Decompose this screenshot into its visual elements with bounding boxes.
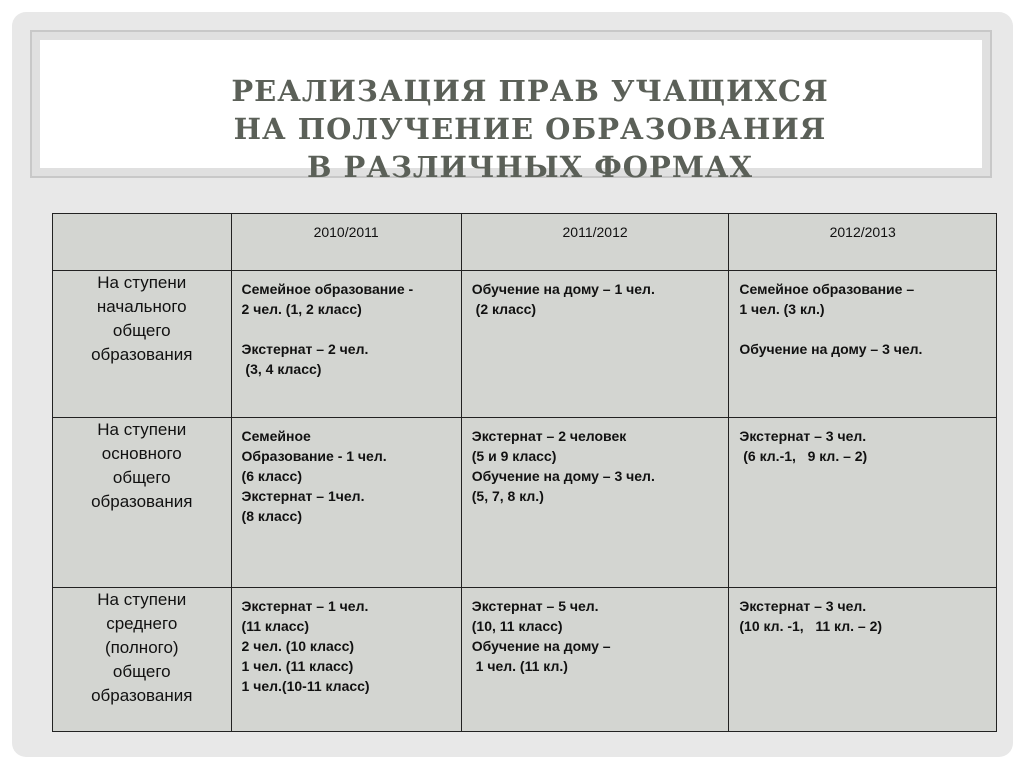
cell-basic-2011-2012 <box>461 418 729 588</box>
cell-line: 2 чел. (10 класс) <box>241 638 355 654</box>
cell-primary-2012-2013 <box>729 271 997 418</box>
row-label-line: На ступени <box>97 590 187 609</box>
cell-line: (10 кл. -1, 11 кл. – 2) <box>739 618 883 634</box>
title-line-1: РЕАЛИЗАЦИЯ ПРАВ УЧАЩИХСЯ <box>231 74 829 108</box>
cell-line: Образование - 1 чел. <box>241 448 387 464</box>
slide-title <box>2 72 1024 186</box>
title-line-2: НА ПОЛУЧЕНИЕ ОБРАЗОВАНИЯ <box>233 112 827 146</box>
row-label-line: образования <box>91 492 193 511</box>
cell-primary-2011-2012 <box>461 271 729 418</box>
header-year-2011-2012: 2011/2012 <box>461 214 729 271</box>
row-label-line: На ступени <box>97 273 187 292</box>
cell-line: 1 чел. (3 кл.) <box>739 301 825 317</box>
cell-secondary-2010-2011 <box>231 588 461 732</box>
cell-line: Экстернат – 3 чел. <box>739 598 867 614</box>
cell-line: (5, 7, 8 кл.) <box>471 488 544 504</box>
header-corner-cell <box>53 214 232 271</box>
row-label-line: среднего <box>106 614 178 633</box>
cell-line: Экстернат – 2 человек <box>471 428 627 444</box>
cell-line: (3, 4 класс) <box>241 361 322 377</box>
row-label-line: начального <box>96 297 187 316</box>
cell-line: Экстернат – 3 чел. <box>739 428 867 444</box>
table-header-row <box>53 214 997 271</box>
row-label-secondary <box>53 588 232 732</box>
row-label-line: образования <box>91 345 193 364</box>
cell-basic-2012-2013 <box>729 418 997 588</box>
cell-line: Экстернат – 2 чел. <box>241 341 369 357</box>
cell-line: Семейное образование - <box>241 281 414 297</box>
row-label-basic <box>53 418 232 588</box>
row-label-line: общего <box>112 321 171 340</box>
row-label-line: основного <box>101 444 182 463</box>
cell-line: (2 класс) <box>471 301 537 317</box>
row-label-line: общего <box>112 662 171 681</box>
cell-line: 1 чел.(10-11 класс) <box>241 678 370 694</box>
cell-line: Обучение на дому – 3 чел. <box>471 468 655 484</box>
cell-line: (6 кл.-1, 9 кл. – 2) <box>739 448 868 464</box>
cell-line: Семейное образование – <box>739 281 915 297</box>
title-box <box>30 30 992 184</box>
cell-line <box>242 319 451 339</box>
cell-line: Обучение на дому – 3 чел. <box>739 341 923 357</box>
cell-basic-2010-2011 <box>231 418 461 588</box>
education-forms-table <box>52 213 997 732</box>
row-label-line: образования <box>91 686 193 705</box>
cell-line: Экстернат – 5 чел. <box>471 598 599 614</box>
cell-secondary-2011-2012 <box>461 588 729 732</box>
cell-line: Экстернат – 1 чел. <box>241 598 369 614</box>
row-label-line: (полного) <box>104 638 179 657</box>
header-year-2012-2013: 2012/2013 <box>729 214 997 271</box>
row-label-line: общего <box>112 468 171 487</box>
cell-line: Семейное <box>241 428 311 444</box>
row-label-line: На ступени <box>97 420 187 439</box>
cell-line: (8 класс) <box>241 508 302 524</box>
cell-line: (11 класс) <box>241 618 309 634</box>
cell-line: Обучение на дому – 1 чел. <box>471 281 655 297</box>
cell-line: 1 чел. (11 кл.) <box>471 658 568 674</box>
cell-primary-2010-2011 <box>231 271 461 418</box>
cell-line: 2 чел. (1, 2 класс) <box>241 301 362 317</box>
table-row-primary <box>53 271 997 418</box>
row-label-primary <box>53 271 232 418</box>
cell-secondary-2012-2013 <box>729 588 997 732</box>
cell-line: (6 класс) <box>241 468 302 484</box>
cell-line: (10, 11 класс) <box>471 618 563 634</box>
cell-line <box>739 319 986 339</box>
title-line-3: В РАЗЛИЧНЫХ ФОРМАХ <box>306 150 754 184</box>
cell-line: Экстернат – 1чел. <box>241 488 365 504</box>
table-row-secondary <box>53 588 997 732</box>
cell-line: (5 и 9 класс) <box>471 448 557 464</box>
cell-line: Обучение на дому – <box>471 638 611 654</box>
table-row-basic <box>53 418 997 588</box>
cell-line: 1 чел. (11 класс) <box>241 658 354 674</box>
header-year-2010-2011: 2010/2011 <box>231 214 461 271</box>
